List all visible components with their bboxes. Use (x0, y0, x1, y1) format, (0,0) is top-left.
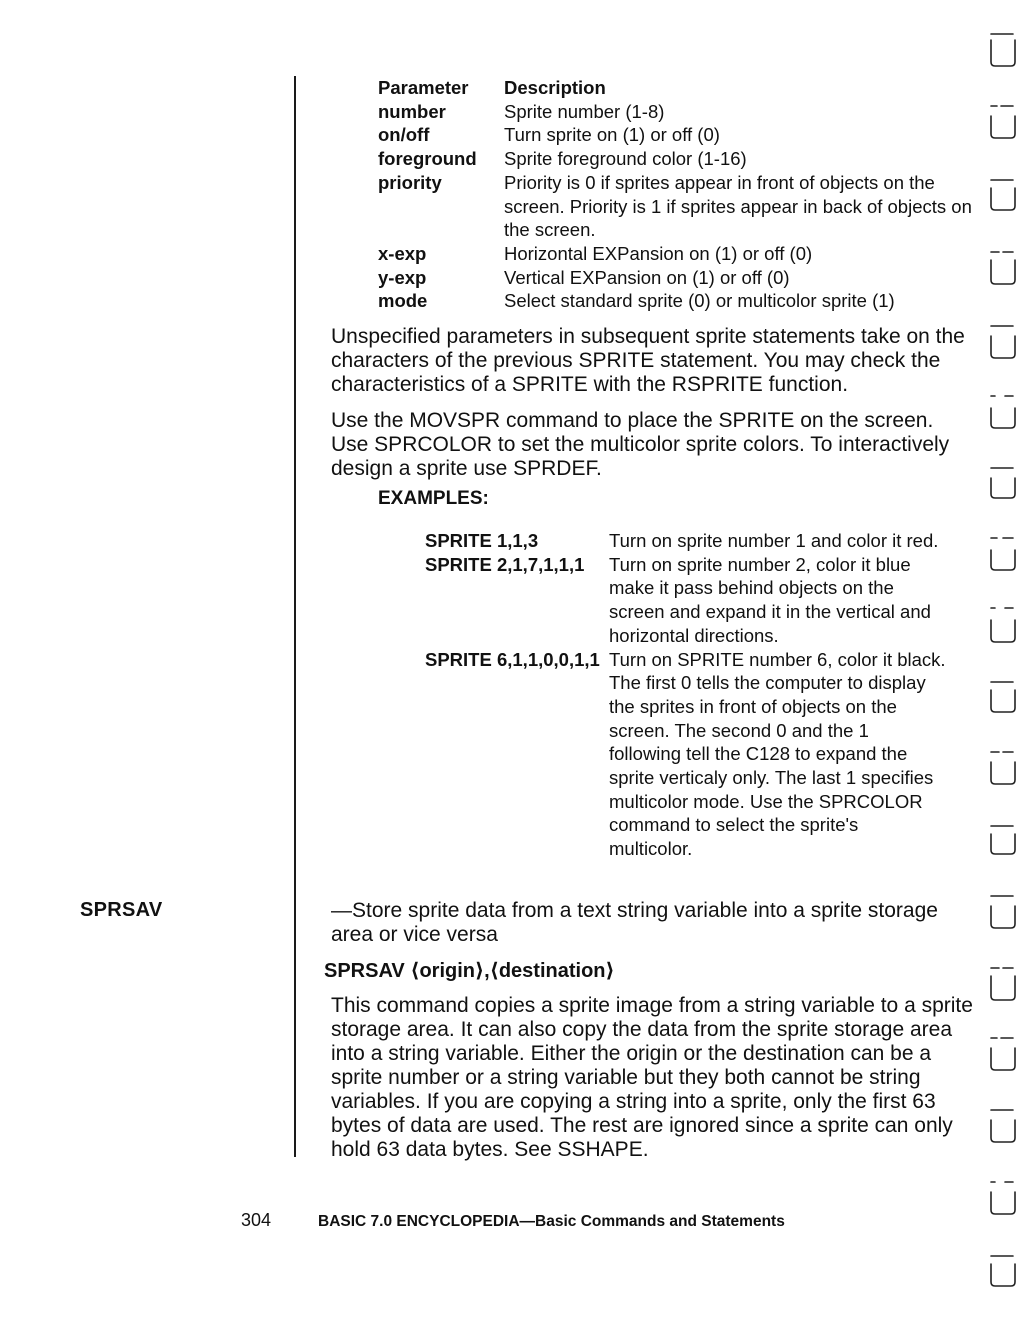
binding-hole-icon (991, 252, 1015, 284)
binding-hole-icon (991, 468, 1015, 498)
binding-hole-icon (991, 1182, 1015, 1214)
binding-hole-icon (991, 180, 1015, 210)
binding-hole-icon (991, 1110, 1015, 1142)
parameter-row (378, 266, 978, 290)
binding-hole-icon (991, 752, 1015, 784)
parameter-name: y-exp (378, 266, 427, 288)
example-description: Turn on SPRITE number 6, color it black. The first 0 tells the computer to display the sprites in front of objects on the screen. The second 0 and the 1 following tell the C128 to expand the sprite verticaly only. The last 1 specifies multicolor mode. Use the SPRCOLOR command to select the sprite's multicolor. (609, 648, 946, 860)
paragraph-movspr: Use the MOVSPR command to place the SPRITE on the screen. Use SPRCOLOR to set the multicolor sprite colors. To interactively design a sprite use SPRDEF. (331, 409, 950, 480)
binding-hole-icon (991, 608, 1015, 642)
parameter-row (378, 171, 978, 242)
binding-holes-decoration (985, 30, 1025, 1300)
parameter-name: number (378, 100, 446, 122)
binding-hole-icon (991, 682, 1015, 712)
parameter-row (378, 147, 978, 171)
examples-heading: EXAMPLES: (378, 488, 489, 509)
example-description: Turn on sprite number 2, color it blue make it pass behind objects on the screen and expand it in the vertical and horizontal directions. (609, 553, 931, 646)
example-command: SPRITE 1,1,3 (425, 530, 539, 551)
sprsav-description: This command copies a sprite image from a string variable to a sprite storage area. It can also copy the data from the sprite storage area into a string variable. Either the origin or the destination can be a sprite number or a string variable but they both cannot be string variables. If you are copying a string into a sprite, only the first 63 bytes of data are used. The rest are ignored since a sprite can only hold 63 data bytes. See SSHAPE. (331, 994, 973, 1161)
binding-hole-icon (991, 896, 1015, 928)
binding-hole-icon (991, 968, 1015, 1000)
examples-list (425, 529, 985, 861)
description-column-header: Description (504, 77, 606, 98)
parameter-description: Priority is 0 if sprites appear in front of objects on the screen. Priority is 1 if sprites appear in back of objects on the screen. (504, 171, 972, 241)
running-footer: BASIC 7.0 ENCYCLOPEDIA—Basic Commands and Statements (318, 1213, 785, 1230)
binding-hole-icon (991, 106, 1015, 138)
parameter-row (378, 242, 978, 266)
paragraph-unspecified-parameters: Unspecified parameters in subsequent sprite statements take on the characters of the previous SPRITE statement. You may check the characteristics of a SPRITE with the RSPRITE function. (331, 325, 965, 396)
parameter-description: Select standard sprite (0) or multicolor sprite (1) (504, 290, 895, 312)
sprsav-keyword-heading: SPRSAV (80, 899, 163, 921)
binding-hole-icon (991, 34, 1015, 66)
binding-hole-icon (991, 1256, 1015, 1286)
example-row (425, 553, 985, 648)
parameter-description: Turn sprite on (1) or off (0) (504, 124, 720, 146)
binding-hole-icon (991, 326, 1015, 358)
parameter-row (378, 289, 978, 313)
parameter-name: priority (378, 171, 442, 193)
parameter-name: foreground (378, 148, 477, 170)
example-row (425, 529, 985, 553)
parameter-table (378, 76, 978, 313)
binding-hole-icon (991, 538, 1015, 570)
sprsav-syntax: SPRSAV ⟨origin⟩,⟨destination⟩ (324, 960, 615, 982)
parameter-row (378, 100, 978, 124)
parameter-description: Sprite foreground color (1-16) (504, 148, 747, 170)
parameter-name: x-exp (378, 242, 427, 264)
parameter-name: mode (378, 290, 428, 312)
example-row (425, 648, 985, 861)
margin-rule (294, 76, 296, 1157)
sprsav-summary: —Store sprite data from a text string variable into a sprite storage area or vice versa (331, 899, 938, 946)
example-command: SPRITE 6,1,1,0,0,1,1 (425, 648, 600, 670)
example-description: Turn on sprite number 1 and color it red. (609, 530, 939, 551)
example-command: SPRITE 2,1,7,1,1,1 (425, 553, 585, 575)
binding-hole-icon (991, 826, 1015, 854)
parameter-description: Vertical EXPansion on (1) or off (0) (504, 266, 790, 288)
parameter-description: Horizontal EXPansion on (1) or off (0) (504, 242, 813, 264)
parameter-row (378, 123, 978, 147)
binding-hole-icon (991, 1038, 1015, 1070)
parameter-description: Sprite number (1-8) (504, 100, 665, 122)
page-number: 304 (241, 1210, 272, 1230)
binding-hole-icon (991, 396, 1015, 428)
parameter-table-header (378, 76, 978, 100)
parameter-column-header: Parameter (378, 77, 469, 98)
parameter-name: on/off (378, 124, 430, 146)
